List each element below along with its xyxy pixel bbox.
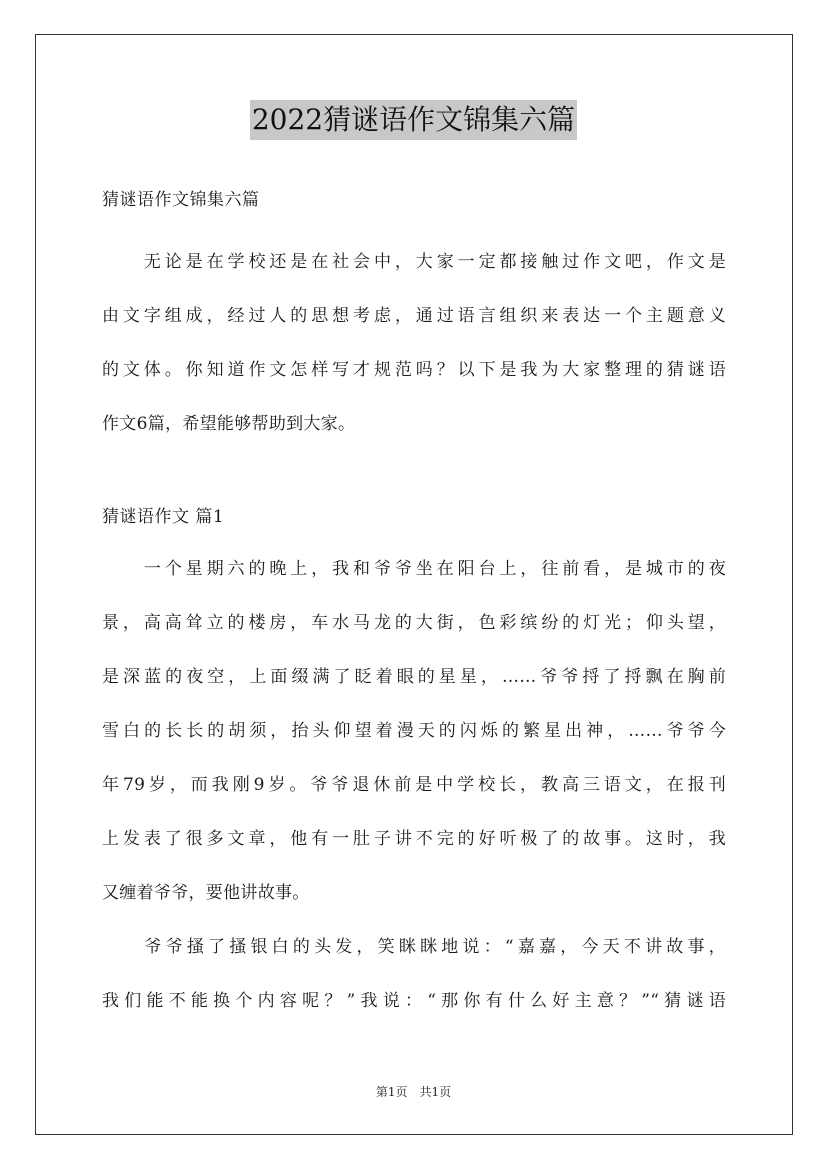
text-line: 无论是在学校还是在社会中，大家一定都接触过作文吧，作文是 xyxy=(102,252,726,272)
story-paragraph-1 xyxy=(102,542,726,920)
intro-paragraph xyxy=(102,235,726,451)
text-line: 又缠着爷爷，要他讲故事。 xyxy=(102,883,310,903)
text-line: 是深蓝的夜空，上面缀满了眨着眼的星星，……爷爷捋了捋飘在胸前 xyxy=(102,667,726,687)
section-heading: 猜谜语作文 篇1 xyxy=(102,507,225,527)
text-line: 年79岁，而我刚9岁。爷爷退休前是中学校长，教高三语文，在报刊 xyxy=(102,775,726,795)
document-title: 2022猜谜语作文锦集六篇 xyxy=(250,100,577,140)
text-line: 景，高高耸立的楼房，车水马龙的大街，色彩缤纷的灯光；仰头望， xyxy=(102,613,726,633)
story-paragraph-2 xyxy=(102,920,726,1028)
document-body xyxy=(102,176,726,1028)
text-line: 的文体。你知道作文怎样写才规范吗？以下是我为大家整理的猜谜语 xyxy=(102,360,726,380)
document-subtitle: 猜谜语作文锦集六篇 xyxy=(102,190,260,210)
title-container xyxy=(0,100,827,140)
text-line: 雪白的长长的胡须，抬头仰望着漫天的闪烁的繁星出神，……爷爷今 xyxy=(102,721,726,741)
text-line: 由文字组成，经过人的思想考虑，通过语言组织来表达一个主题意义 xyxy=(102,306,726,326)
text-line: 上发表了很多文章，他有一肚子讲不完的好听极了的故事。这时，我 xyxy=(102,829,726,849)
text-line: 作文6篇，希望能够帮助到大家。 xyxy=(102,414,356,434)
page-footer: 第1页 共1页 xyxy=(375,1085,452,1099)
text-line: 一个星期六的晚上，我和爷爷坐在阳台上，往前看，是城市的夜 xyxy=(102,559,726,579)
text-line: 爷爷搔了搔银白的头发，笑眯眯地说：“嘉嘉，今天不讲故事， xyxy=(102,937,726,957)
text-line: 我们能不能换个内容呢？”我说：“那你有什么好主意？”“猜谜语 xyxy=(102,991,726,1011)
